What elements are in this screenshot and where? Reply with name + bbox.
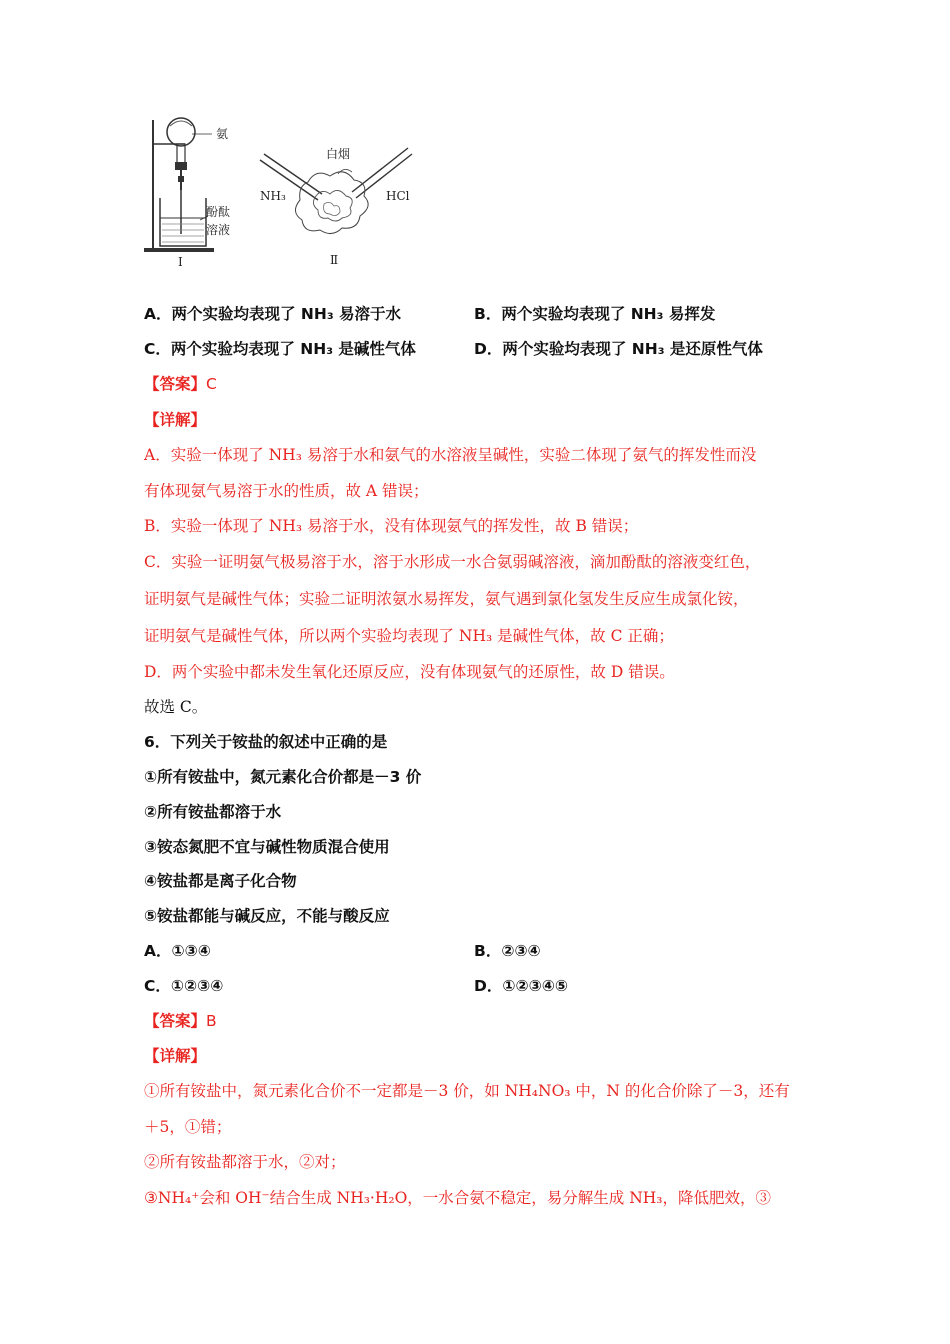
- q6-option-d: D．①②③④⑤: [474, 977, 568, 995]
- q5-option-d: D．两个实验均表现了 NH₃ 是还原性气体: [474, 340, 763, 358]
- q5-explain-2: 有体现氨气易溶于水的性质，故 A 错误；: [144, 482, 429, 500]
- answer-tag: 【答案】: [144, 375, 207, 393]
- q5-answer: [144, 374, 217, 394]
- q5-option-a: A．两个实验均表现了 NH₃ 易溶于水: [144, 305, 402, 323]
- q6-explain-3: ②所有铵盐都溶于水，②对；: [144, 1153, 346, 1171]
- q5-explain-1: A．实验一体现了 NH₃ 易溶于水和氨气的水溶液呈碱性，实验二体现了氨气的挥发性而没: [144, 446, 757, 464]
- q6-explain-4: ③NH₄⁺会和 OH⁻结合生成 NH₃·H₂O，一水合氨不稳定，易分解生成 NH₃，降低肥效，③: [144, 1189, 772, 1207]
- q5-detail-tag: 【详解】: [144, 411, 207, 429]
- q6-detail-tag: 【详解】: [144, 1047, 207, 1065]
- answer-tag: 【答案】: [144, 1012, 207, 1030]
- label-ammonia: 氨: [216, 127, 229, 141]
- q5-explain-6: 证明氨气是碱性气体，所以两个实验均表现了 NH₃ 是碱性气体，故 C 正确；: [144, 627, 674, 645]
- q5-explain-5: 证明氨气是碱性气体；实验二证明浓氨水易挥发，氨气遇到氯化氢发生反应生成氯化铵，: [144, 590, 749, 608]
- q6-statement-4: ④铵盐都是离子化合物: [144, 872, 297, 890]
- q5-conclusion: 故选 C。: [144, 698, 208, 716]
- experiment-figure: [140, 112, 430, 272]
- q5-explain-4: C．实验一证明氨气极易溶于水，溶于水形成一水合氨弱碱溶液，滴加酚酞的溶液变红色，: [144, 553, 761, 571]
- q6-explain-2: ＋5，①错；: [144, 1118, 232, 1136]
- q6-answer: [144, 1011, 217, 1031]
- q6-option-a: A．①③④: [144, 942, 211, 960]
- q6-statement-1: ①所有铵盐中，氮元素化合价都是－3 价: [144, 768, 422, 786]
- label-nh3: NH₃: [260, 189, 286, 203]
- answer-value: C: [206, 375, 217, 393]
- q6-option-b: B．②③④: [474, 942, 541, 960]
- q6-statement-5: ⑤铵盐都能与碱反应，不能与酸反应: [144, 907, 390, 925]
- q6-option-c: C．①②③④: [144, 977, 224, 995]
- label-phenolphthalein: 酚酞: [206, 205, 231, 219]
- q5-option-b: B．两个实验均表现了 NH₃ 易挥发: [474, 305, 716, 323]
- label-hcl: HCl: [386, 189, 410, 203]
- q6-explain-1: ①所有铵盐中，氮元素化合价不一定都是－3 价，如 NH₄NO₃ 中，N 的化合价除了－3，还有: [144, 1082, 790, 1100]
- label-solution: 溶液: [206, 223, 231, 237]
- label-exp1: Ⅰ: [178, 255, 183, 269]
- q5-explain-7: D．两个实验中都未发生氧化还原反应，没有体现氨气的还原性，故 D 错误。: [144, 663, 675, 681]
- label-white-smoke: 白烟: [326, 147, 351, 161]
- q5-option-c: C．两个实验均表现了 NH₃ 是碱性气体: [144, 340, 416, 358]
- q6-stem: 6．下列关于铵盐的叙述中正确的是: [144, 733, 388, 751]
- answer-value: B: [206, 1012, 217, 1030]
- q6-statement-2: ②所有铵盐都溶于水: [144, 803, 282, 821]
- label-exp2: Ⅱ: [330, 253, 339, 267]
- q6-statement-3: ③铵态氮肥不宜与碱性物质混合使用: [144, 838, 390, 856]
- q5-explain-3: B．实验一体现了 NH₃ 易溶于水，没有体现氨气的挥发性，故 B 错误；: [144, 517, 639, 535]
